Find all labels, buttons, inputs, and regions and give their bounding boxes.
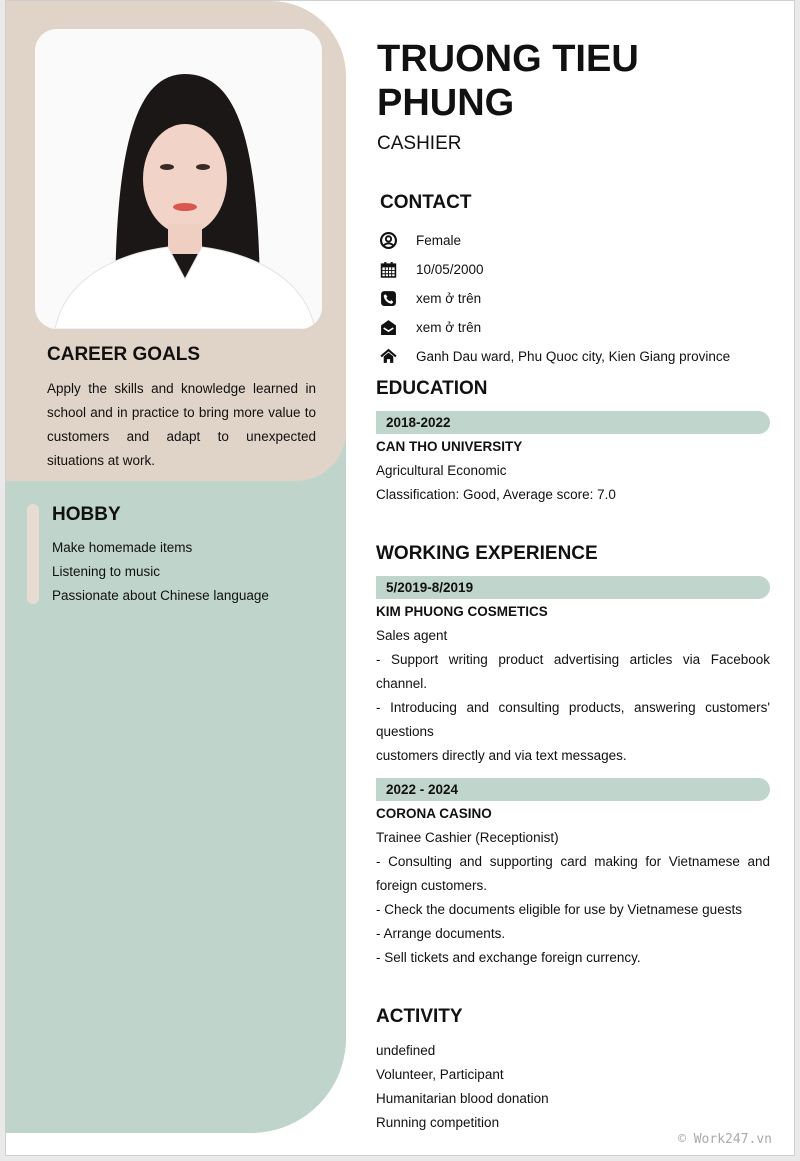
career-goals-text: Apply the skills and knowledge learned in school and in practice to bring more value to customers and adapt to unexpected situations at work. xyxy=(47,381,316,468)
hobby-heading: HOBBY xyxy=(52,504,121,525)
user-icon xyxy=(380,232,397,249)
candidate-position: CASHIER xyxy=(377,133,462,154)
activity-heading: ACTIVITY xyxy=(376,1006,463,1027)
contact-value: Ganh Dau ward, Phu Quoc city, Kien Giang province xyxy=(416,349,731,364)
activity-item: undefined xyxy=(376,1043,436,1058)
phone-icon xyxy=(380,290,397,307)
hobby-item: Make homemade items xyxy=(52,540,193,555)
hobby-item: Listening to music xyxy=(52,564,161,579)
major: Agricultural Economic xyxy=(376,463,507,478)
education-period: 2018-2022 xyxy=(376,411,770,434)
calendar-icon xyxy=(380,261,397,278)
job-role: Sales agent xyxy=(376,628,448,643)
contact-value: xem ở trên xyxy=(416,291,482,306)
home-icon xyxy=(380,348,397,365)
experience-heading: WORKING EXPERIENCE xyxy=(376,543,598,564)
career-goals-heading: CAREER GOALS xyxy=(47,344,201,365)
job-details xyxy=(376,802,770,970)
education-heading: EDUCATION xyxy=(376,378,488,399)
activity-item: Volunteer, Participant xyxy=(376,1067,504,1082)
candidate-name: TRUONG TIEU PHUNG xyxy=(377,38,639,124)
job-line: - Check the documents eligible for use by Vietnamese guests xyxy=(376,902,742,917)
contact-value: xem ở trên xyxy=(416,320,482,335)
school-name: CAN THO UNIVERSITY xyxy=(376,439,523,454)
contact-gender xyxy=(380,232,461,249)
job-details xyxy=(376,600,770,768)
job-line: customers directly and via text messages. xyxy=(376,748,627,763)
contact-value: 10/05/2000 xyxy=(416,262,484,277)
hobby-item: Passionate about Chinese language xyxy=(52,588,269,603)
job-line: - Support writing product advertising articles via Facebook channel. xyxy=(376,652,770,691)
company-name: CORONA CASINO xyxy=(376,806,492,821)
job-role: Trainee Cashier (Receptionist) xyxy=(376,830,559,845)
contact-phone xyxy=(380,290,481,307)
job-period: 2022 - 2024 xyxy=(376,778,770,801)
company-name: KIM PHUONG COSMETICS xyxy=(376,604,548,619)
profile-photo xyxy=(35,29,322,329)
job-line: - Consulting and supporting card making for Vietnamese and foreign customers. xyxy=(376,854,770,893)
contact-address xyxy=(380,348,730,365)
contact-birthday xyxy=(380,261,484,278)
watermark: © Work247.vn xyxy=(678,1132,772,1147)
hobby-accent-bar xyxy=(27,504,39,604)
contact-email xyxy=(380,319,481,336)
job-line: - Introducing and consulting products, answering customers' questions xyxy=(376,700,770,739)
job-period: 5/2019-8/2019 xyxy=(376,576,770,599)
job-line: - Arrange documents. xyxy=(376,926,506,941)
activity-list xyxy=(376,1039,770,1135)
activity-item: Humanitarian blood donation xyxy=(376,1091,549,1106)
contact-value: Female xyxy=(416,233,462,248)
sidebar-sage-panel xyxy=(6,381,346,1133)
hobby-list xyxy=(52,536,269,608)
resume-page xyxy=(5,0,795,1156)
education-result: Classification: Good, Average score: 7.0 xyxy=(376,487,616,502)
job-line: - Sell tickets and exchange foreign currency. xyxy=(376,950,641,965)
education-details xyxy=(376,435,770,507)
activity-item: Running competition xyxy=(376,1115,500,1130)
email-icon xyxy=(380,319,397,336)
contact-heading: CONTACT xyxy=(380,192,472,213)
